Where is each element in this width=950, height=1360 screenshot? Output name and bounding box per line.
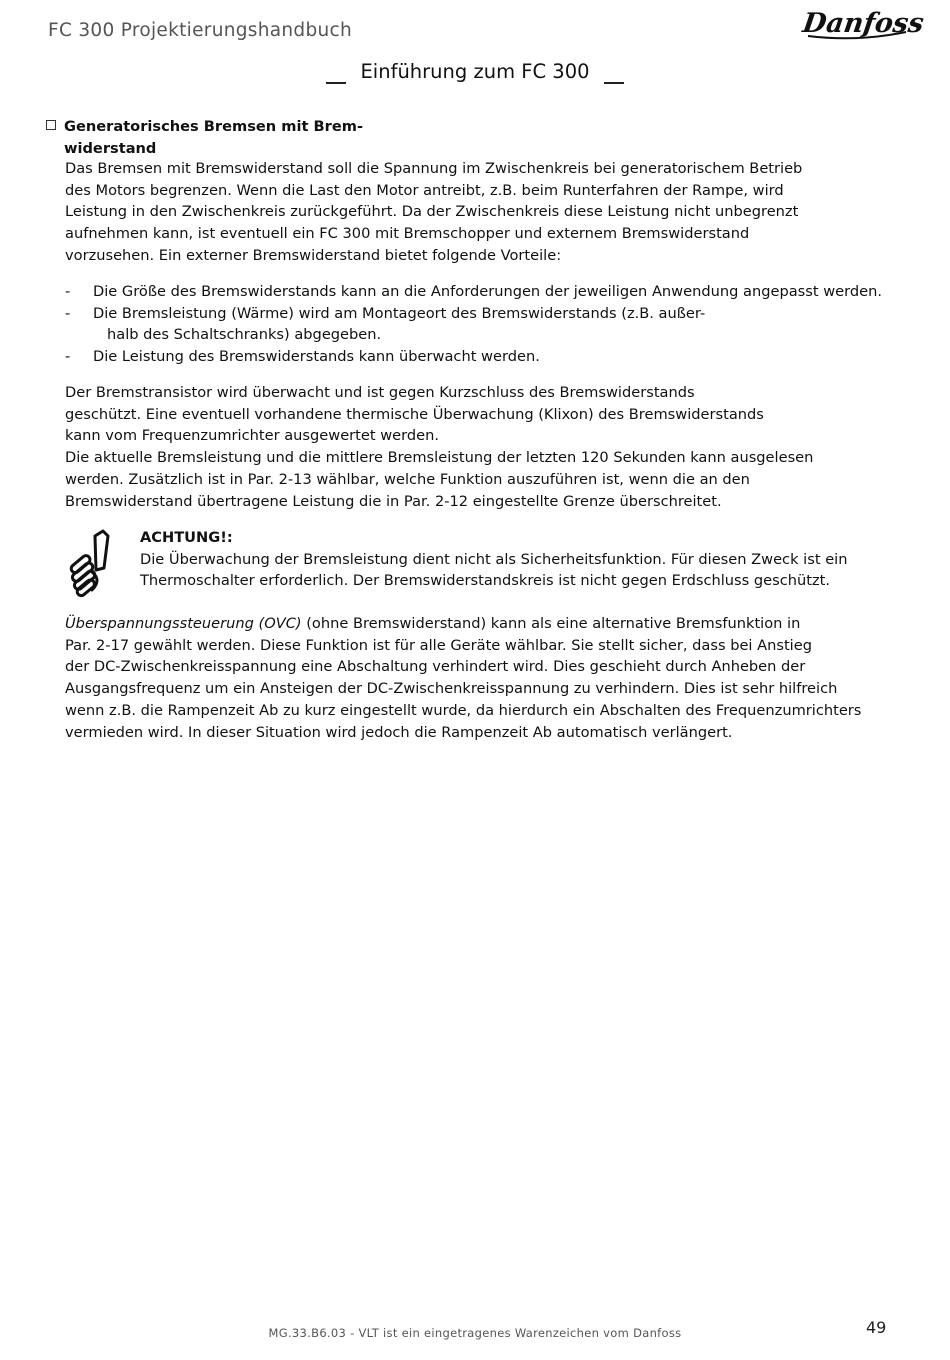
ovc-paragraph <box>65 613 910 743</box>
chapter-title-text: Einführung zum FC 300 <box>360 60 590 83</box>
list-item-text-continued: halb des Schaltschranks) abgegeben. <box>107 326 382 344</box>
ovc-line-rest: (ohne Bremswiderstand) kann als eine alternative Bremsfunktion in <box>301 615 801 632</box>
text-line: Par. 2-17 gewählt werden. Diese Funktion ist für alle Geräte wählbar. Sie stellt sicher, dass bei Anstieg <box>65 636 812 654</box>
title-rule-right <box>604 82 624 84</box>
text-line: geschützt. Eine eventuell vorhandene thermische Überwachung (Klixon) des Bremswiderstands <box>65 405 764 423</box>
title-rule-left <box>326 82 346 84</box>
text-line: werden. Zusätzlich ist in Par. 2-13 wählbar, welche Funktion auszuführen ist, wenn die an den <box>65 470 750 488</box>
section-heading-line-2: widerstand <box>64 139 157 157</box>
text-line: der DC-Zwischenkreisspannung eine Abschaltung verhindert wird. Dies geschieht durch Anheben der <box>65 658 806 676</box>
intro-paragraph <box>65 158 910 267</box>
text-line: des Motors begrenzen. Wenn die Last den Motor antreibt, z.B. beim Runterfahren der Rampe, wird <box>65 181 784 199</box>
text-line <box>65 613 910 635</box>
section-heading-line-1: Generatorisches Bremsen mit Brem- <box>64 118 364 135</box>
text-line: Leistung in den Zwischenkreis zurückgeführt. Da der Zwischenkreis diese Leistung nicht unbegrenzt <box>65 203 799 221</box>
danfoss-logo <box>800 2 926 44</box>
warning-title: ACHTUNG!: <box>140 529 233 546</box>
logo-text: Danfoss <box>800 8 926 39</box>
bullet-dash: - <box>65 304 71 322</box>
warning-note <box>140 527 920 592</box>
text-line: vermieden wird. In dieser Situation wird jedoch die Rampenzeit Ab automatisch verlängert. <box>65 723 733 741</box>
list-item-text: Die Größe des Bremswiderstands kann an die Anforderungen der jeweiligen Anwendung angepasst werden. <box>93 283 883 300</box>
list-item <box>65 346 925 368</box>
ovc-term: Überspannungssteuerung (OVC) <box>65 615 302 632</box>
page-number: 49 <box>866 1318 887 1337</box>
text-line: wenn z.B. die Rampenzeit Ab zu kurz eingestellt wurde, da hierdurch ein Abschalten des Frequenzumrichters <box>65 701 862 719</box>
text-line: Die Überwachung der Bremsleistung dient nicht als Sicherheitsfunktion. Für diesen Zweck ist ein <box>140 550 848 568</box>
bullet-dash: - <box>65 348 71 366</box>
text-line: Die aktuelle Bremsleistung und die mittlere Bremsleistung der letzten 120 Sekunden kann ausgelesen <box>65 449 814 467</box>
section-heading <box>46 116 363 159</box>
text-line: Der Bremstransistor wird überwacht und ist gegen Kurzschluss des Bremswiderstands <box>65 384 695 401</box>
text-line: Bremswiderstand übertragene Leistung die in Par. 2-12 eingestellte Grenze überschreitet. <box>65 492 722 510</box>
text-line: vorzusehen. Ein externer Bremswiderstand bietet folgende Vorteile: <box>65 246 562 264</box>
advantages-list <box>65 281 925 368</box>
list-item-text: Die Bremsleistung (Wärme) wird am Montageort des Bremswiderstands (z.B. außer- <box>93 304 706 322</box>
list-item <box>65 303 925 346</box>
footer-text: MG.33.B6.03 - VLT ist ein eingetragenes Warenzeichen vom Danfoss <box>268 1326 682 1340</box>
text-line: Das Bremsen mit Bremswiderstand soll die Spannung im Zwischenkreis bei generatorischem Betrieb <box>65 160 803 177</box>
chapter-title <box>0 60 950 84</box>
warning-hand-icon <box>62 528 116 594</box>
text-line: aufnehmen kann, ist eventuell ein FC 300 mit Bremschopper und externem Bremswiderstand <box>65 225 750 243</box>
text-line: kann vom Frequenzumrichter ausgewertet werden. <box>65 427 440 445</box>
section-box-marker <box>46 120 56 130</box>
list-item-text: Die Leistung des Bremswiderstands kann überwacht werden. <box>93 348 540 366</box>
document-title: FC 300 Projektierungshandbuch <box>48 20 353 41</box>
monitoring-paragraph <box>65 382 910 512</box>
text-line: Ausgangsfrequenz um ein Ansteigen der DC-Zwischenkreisspannung zu verhindern. Dies ist sehr hilfreich <box>65 680 838 698</box>
bullet-dash: - <box>65 283 71 300</box>
text-line: Thermoschalter erforderlich. Der Bremswiderstandskreis ist nicht gegen Erdschluss geschützt. <box>140 572 830 590</box>
list-item <box>65 281 925 303</box>
